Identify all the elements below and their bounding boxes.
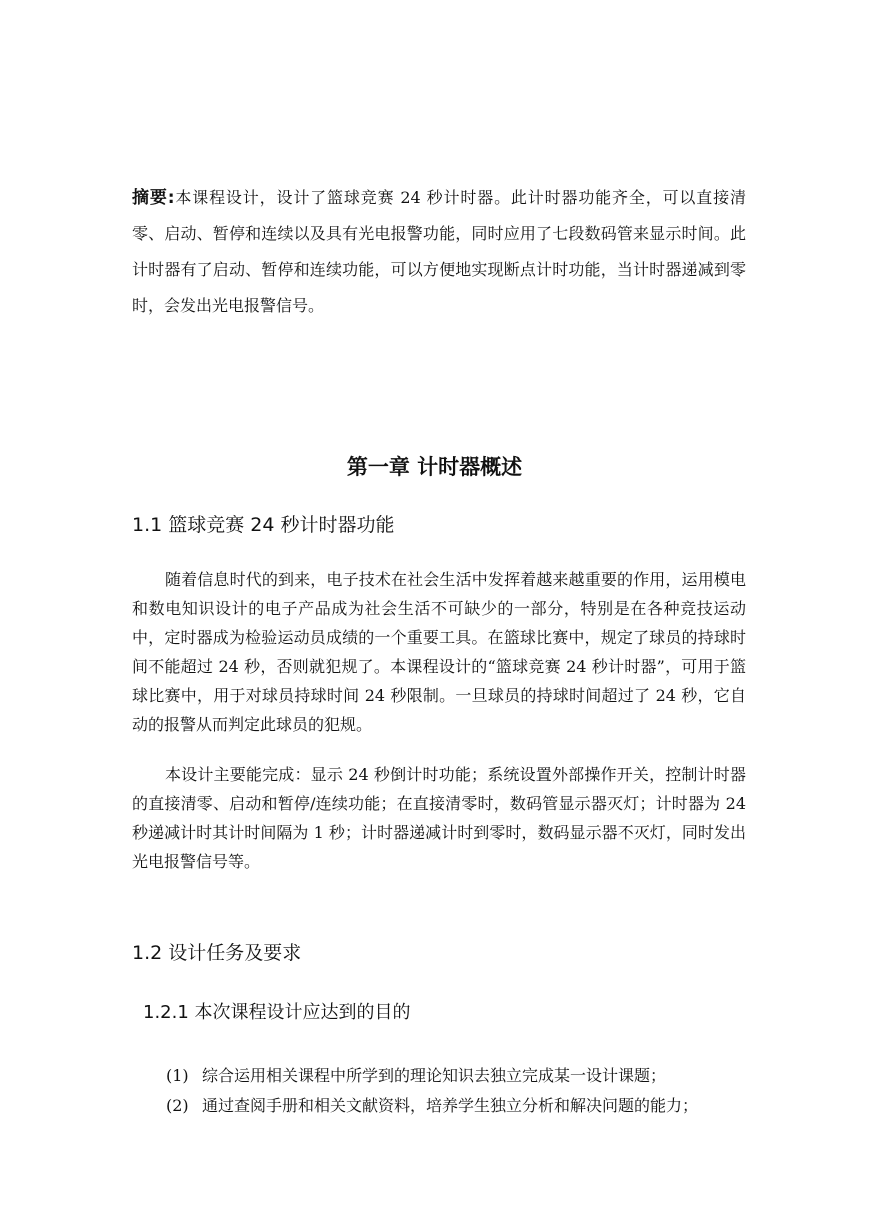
objectives-list — [166, 1061, 746, 1121]
list-item — [166, 1091, 746, 1121]
section-1-1-paragraph-1: 随着信息时代的到来，电子技术在社会生活中发挥着越来越重要的作用，运用模电和数电知识设计的电子产品成为社会生活不可缺少的一部分，特别是在各种竞技运动中，定时器成为检验运动员成绩的一个重要工具。在篮球比赛中，规定了球员的持球时间不能超过 24 秒，否则就犯规了。本课程设计的“篮球竞赛 24 秒计时器”，可用于篮球比赛中，用于对球员持球时间 24 秒限制。一旦球员的持球时间超过了 24 秒，它自动的报警从而判定此球员的犯规。 — [132, 570, 746, 734]
section-heading-1-2: 1.2 设计任务及要求 — [132, 942, 302, 964]
abstract-text: 本课程设计，设计了篮球竞赛 24 秒计时器。此计时器功能齐全，可以直接清零、启动、暂停和连续以及具有光电报警功能，同时应用了七段数码管来显示时间。此计时器有了启动、暂停和连续功能，可以方便地实现断点计时功能，当计时器递减到零时，会发出光电报警信号。 — [132, 188, 746, 315]
chapter-title: 第一章 计时器概述 — [346, 455, 523, 479]
list-item-text: 综合运用相关课程中所学到的理论知识去独立完成某一设计课题； — [202, 1066, 667, 1085]
abstract-label: 摘要: — [132, 188, 175, 208]
section-heading-1-1: 1.1 篮球竞赛 24 秒计时器功能 — [132, 514, 395, 536]
list-item-number: (1) — [166, 1066, 189, 1085]
abstract-paragraph — [132, 180, 746, 324]
list-item-number: (2) — [166, 1096, 189, 1115]
list-item-text: 通过查阅手册和相关文献资料，培养学生独立分析和解决问题的能力； — [202, 1096, 699, 1115]
section-1-1-paragraph-2: 本设计主要能完成：显示 24 秒倒计时功能；系统设置外部操作开关，控制计时器的直接清零、启动和暂停/连续功能；在直接清零时，数码管显示器灭灯；计时器为 24 秒递减计时其计时间隔为 1 秒；计时器递减计时到零时，数码显示器不灭灯，同时发出光电报警信号等。 — [132, 765, 746, 871]
list-item — [166, 1061, 746, 1091]
subsection-heading-1-2-1: 1.2.1 本次课程设计应达到的目的 — [143, 1002, 411, 1023]
